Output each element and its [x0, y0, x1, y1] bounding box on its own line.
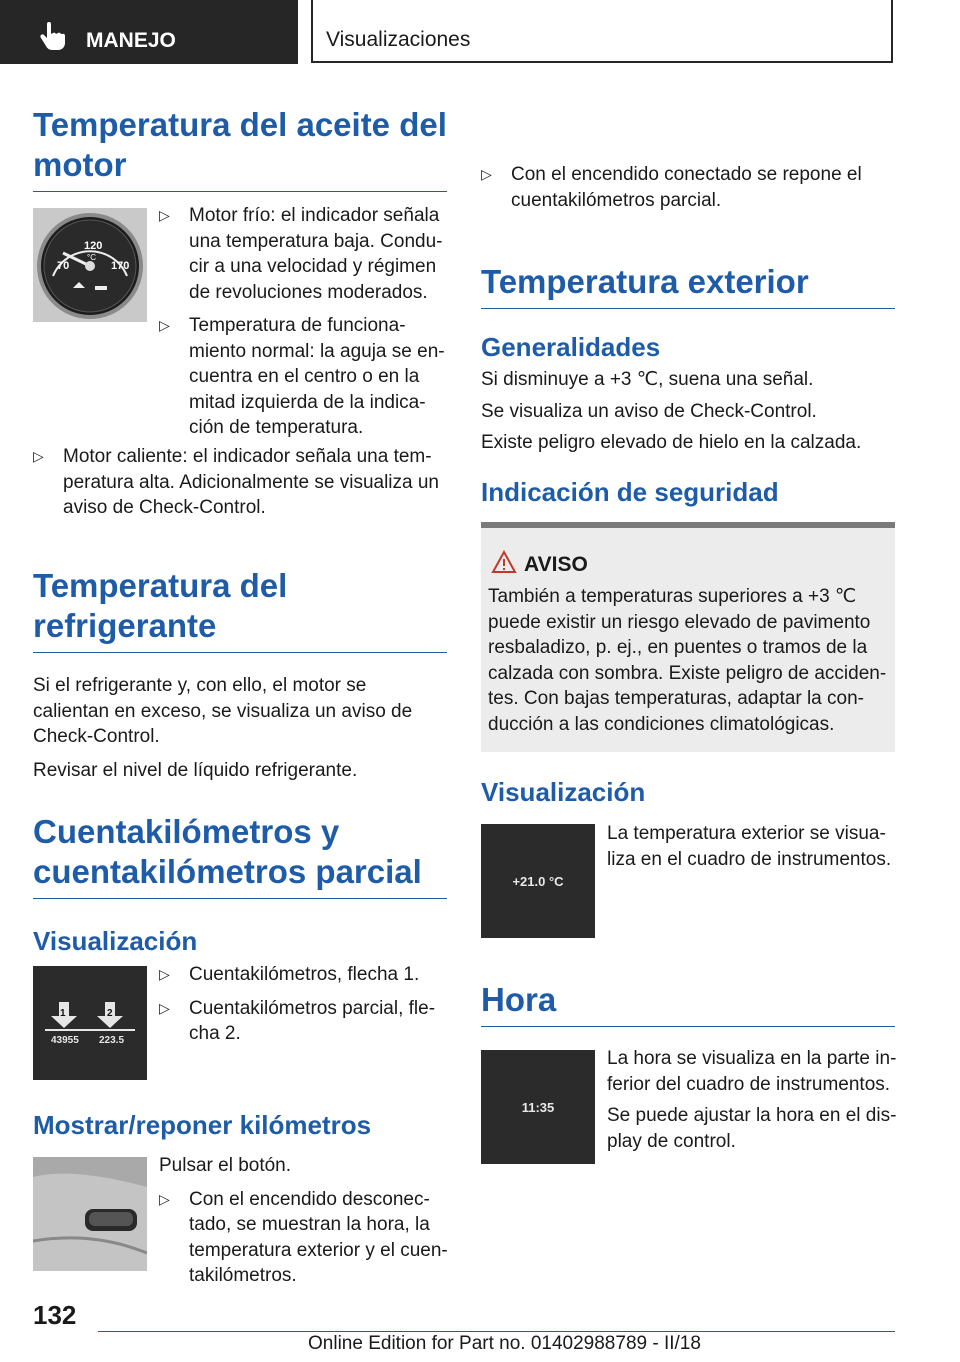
outside-vis-text-block — [607, 821, 899, 872]
oil-bullet-wide — [33, 444, 447, 521]
list-item: ▷ Con el encendido conectado se repone el cuentakilómetros parcial. — [481, 162, 895, 213]
page-number: 132 — [33, 1300, 77, 1330]
reset-bullet-1-continuation — [481, 104, 895, 156]
outside-temp-value: +21.0 °C — [512, 874, 564, 889]
gauge-label-170: 170 — [111, 260, 130, 272]
reset-bullet-2 — [481, 162, 895, 213]
hand-pointer-icon — [40, 22, 66, 52]
section-tab — [0, 0, 298, 64]
warning-box — [481, 522, 895, 752]
reset-instruction: Pulsar el botón. — [159, 1155, 292, 1176]
outside-vis-section — [481, 776, 895, 808]
general-title: Generalidades — [481, 332, 661, 362]
oil-temp-title: Temperatura del aceite del motor — [33, 105, 447, 192]
warning-triangle-icon — [491, 550, 517, 574]
odometer-arrows-icon — [33, 966, 147, 1080]
section-label: MANEJO — [86, 29, 176, 52]
gauge-label-120: 120 — [84, 240, 103, 252]
outside-vis-text: La temperatura exterior se visualiza en el cuadro de instrumentos. — [607, 823, 892, 870]
odometer-figure — [33, 966, 147, 1080]
time-display — [481, 1050, 595, 1164]
fig-arrow-1: 1 — [60, 1008, 66, 1019]
fig-arrow-2: 2 — [107, 1008, 113, 1019]
list-item: ▷ Motor caliente: el indicador señala una temperatura alta. Adicionalmente se visualiza un aviso de Check-Control. — [33, 444, 447, 521]
reset-button-figure — [33, 1157, 147, 1271]
odometer-title: Cuentakilómetros y cuentakilómetros parcial — [33, 812, 447, 899]
fig-trip-value: 223.5 — [99, 1035, 125, 1046]
fig-odometer-value: 43955 — [51, 1035, 79, 1046]
list-item: ▷ Temperatura de funcionamiento normal: la aguja se encuentra en el centro o en la mitad izquierda de la indicación de temperatura. — [159, 313, 451, 441]
time-text-block — [607, 1046, 899, 1154]
coolant-title: Temperatura del refrigerante — [33, 566, 447, 653]
list-item: ▷ Cuentakilómetros, flecha 1. — [159, 962, 451, 988]
reset-title: Mostrar/reponer kilómetros — [33, 1110, 372, 1140]
time-text-2: Se puede ajustar la hora en el display de control. — [607, 1105, 897, 1152]
reset-section — [33, 1109, 447, 1141]
general-text-1: Si disminuye a +3 ℃, suena una señal. — [481, 369, 814, 390]
list-item: ▷ Con el encendido desconectado, se muestran la hora, la temperatura exterior y el cuentakilómetros. — [159, 1187, 451, 1289]
footer-divider — [98, 1331, 895, 1332]
gauge-label-unit: °C — [87, 253, 96, 262]
odometer-section — [33, 812, 447, 957]
oil-temp-section — [33, 105, 447, 192]
general-text-2: Se visualiza un aviso de Check-Control. — [481, 400, 817, 422]
odometer-vis-title: Visualización — [33, 926, 198, 956]
edition-text: Online Edition for Part no. 01402988789 - II/18 — [308, 1333, 701, 1354]
time-value: 11:35 — [521, 1100, 555, 1115]
time-title: Hora — [481, 980, 895, 1027]
warning-text: También a temperaturas superiores a +3 ℃ puede existir un riesgo elevado de pavimento resbaladizo, p. ej., en puentes o tramos de la calzada con sombra. Existe peligro de accidentes. Con bajas temperaturas, adaptar la conducción a las condiciones climatológicas. — [488, 586, 887, 735]
chapter-tab — [311, 0, 893, 63]
general-text-3: Existe peligro elevado de hielo en la calzada. — [481, 432, 862, 453]
safety-title: Indicación de seguridad — [481, 476, 779, 507]
gauge-label-70: 70 — [57, 260, 70, 272]
chapter-label: Visualizaciones — [326, 28, 471, 51]
coolant-text: Si el refrigerante y, con ello, el motor se calientan en exceso, se visualiza un aviso de Check-Control. — [33, 675, 413, 747]
time-section — [481, 980, 895, 1027]
oil-gauge-figure — [33, 208, 147, 322]
warning-label: AVISO — [524, 553, 588, 576]
coolant-text-2: Revisar el nivel de líquido refrigerante. — [33, 759, 358, 781]
oil-gauge-icon — [33, 208, 147, 322]
time-text-1: La hora se visualiza en la parte inferior del cuadro de instrumentos. — [607, 1048, 897, 1095]
outside-temp-section — [481, 262, 895, 508]
reset-text — [159, 1153, 451, 1289]
oil-bullets-right — [159, 203, 451, 441]
outside-temp-display — [481, 824, 595, 938]
outside-vis-title: Visualización — [481, 777, 646, 807]
outside-temp-title: Temperatura exterior — [481, 262, 895, 309]
list-item: ▷ Cuentakilómetros parcial, flecha 2. — [159, 996, 451, 1047]
odometer-bullets — [159, 962, 451, 1047]
coolant-section — [33, 566, 447, 783]
list-item: ▷ Motor frío: el indicador señala una temperatura baja. Conducir a una velocidad y régimen de revoluciones moderados. — [159, 203, 451, 305]
reset-button-icon — [33, 1157, 147, 1271]
